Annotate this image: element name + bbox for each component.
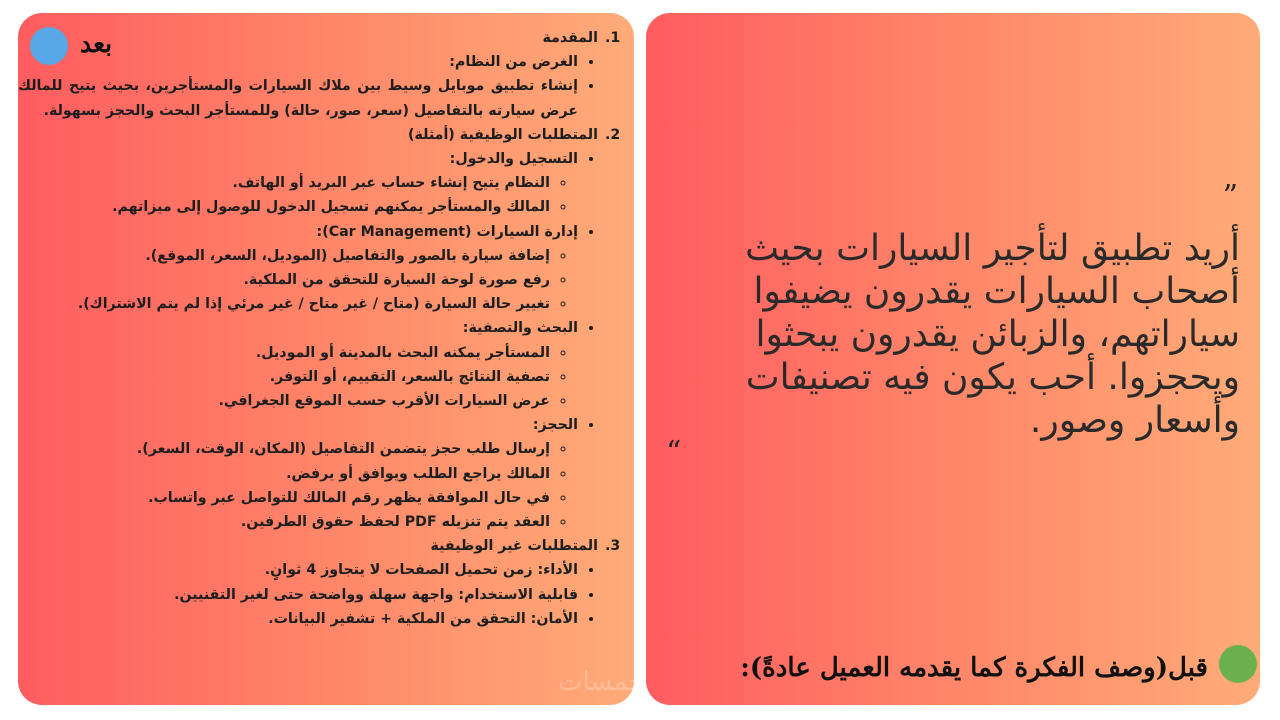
sub-item: ◦ إرسال طلب حجز يتضمن التفاصيل (المكان، الوقت، السعر).	[18, 437, 550, 461]
section-non-functional	[18, 534, 600, 631]
after-title: بعد	[80, 29, 113, 58]
before-panel	[646, 13, 1260, 705]
sub-item: ◦ رفع صورة لوحة السيارة للتحقق من الملكية.	[18, 268, 550, 292]
sub-item: ◦ إضافة سيارة بالصور والتفاصيل (الموديل، السعر، الموقع).	[18, 244, 550, 268]
section-heading: المقدمة	[542, 30, 598, 46]
list-item	[18, 50, 578, 74]
client-idea-quote: أريد تطبيق لتأجير السيارات بحيث أصحاب السيارات يقدرون يضيفوا سياراتهم، والزبائن يقدرون يبحثوا ويحجزوا. أحب يكون فيه تصنيفات وأسعار وصور.	[745, 228, 1240, 441]
sub-item: ◦ تغيير حالة السيارة (متاح / غير متاح / غير مرئي إذا لم يتم الاشتراك).	[18, 292, 550, 316]
item-text: التسجيل والدخول:	[449, 151, 578, 168]
list-item: • قابلية الاستخدام: واجهة سهلة وواضحة حتى لغير التقنيين.	[18, 583, 578, 607]
item-text: البحث والتصفية:	[462, 320, 578, 337]
after-panel	[18, 13, 645, 705]
requirements-content	[18, 26, 622, 631]
before-label: قبل(وصف الفكرة كما يقدمه العميل عادةً):	[740, 653, 1208, 683]
item-text: إدارة السيارات (Car Management):	[316, 223, 578, 240]
green-circle-icon	[1219, 645, 1257, 683]
sub-item: ◦ النظام يتيح إنشاء حساب عبر البريد أو الهاتف.	[18, 171, 550, 195]
requirements-sections	[18, 26, 622, 631]
sub-item: ◦ عرض السيارات الأقرب حسب الموقع الجغرافي.	[18, 389, 550, 413]
list-item	[18, 147, 578, 220]
section-heading: المتطلبات الوظيفية (أمثلة)	[407, 126, 598, 143]
item-text: إنشاء تطبيق موبايل وسيط بين ملاك السيارات والمستأجرين، بحيث يتيح للمالك عرض سيارته بالتفاصيل (سعر، صور، حالة) وللمستأجر البحث والحجز بسهولة.	[18, 78, 578, 119]
list-item	[18, 413, 578, 534]
sub-item: ◦ المالك يراجع الطلب ويوافق أو يرفض.	[18, 462, 550, 486]
open-quote-mark: ”	[1222, 179, 1238, 214]
sub-item: ◦ المالك والمستأجر يمكنهم تسجيل الدخول للوصول إلى ميزاتهم.	[18, 195, 550, 219]
close-quote-mark: “	[666, 435, 682, 470]
list-item	[18, 74, 578, 122]
list-item: • الأمان: التحقق من الملكية + تشفير البيانات.	[18, 607, 578, 631]
sub-item: ◦ العقد يتم تنزيله PDF لحفظ حقوق الطرفين.	[18, 510, 550, 534]
section-heading: المتطلبات غير الوظيفية	[430, 538, 598, 555]
item-text: الحجز:	[532, 417, 578, 434]
sub-item: ◦ تصفية النتائج بالسعر، التقييم، أو التوفر.	[18, 365, 550, 389]
sub-item: ◦ في حال الموافقة يظهر رقم المالك للتواصل عبر واتساب.	[18, 486, 550, 510]
list-item	[18, 220, 578, 317]
section-functional	[18, 123, 600, 534]
sub-item: ◦ المستأجر يمكنه البحث بالمدينة أو الموديل.	[18, 341, 550, 365]
item-text: الغرض من النظام:	[449, 54, 578, 71]
section-introduction	[18, 26, 600, 123]
list-item	[18, 316, 578, 413]
watermark-logo: خمسات	[558, 667, 645, 697]
list-item: • الأداء: زمن تحميل الصفحات لا يتجاوز 4 ثوانٍ.	[18, 558, 578, 582]
